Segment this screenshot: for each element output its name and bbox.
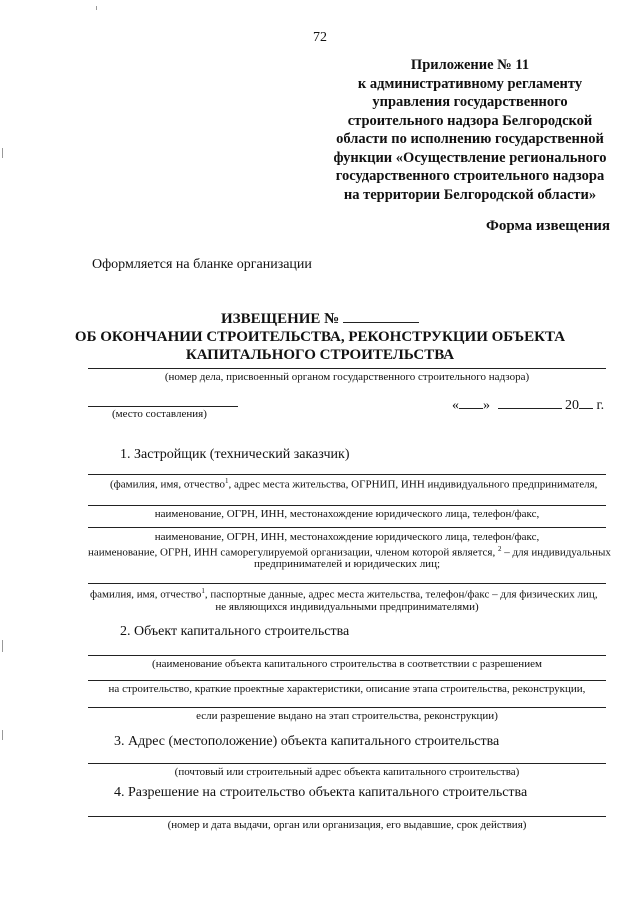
appendix-line: государственного строительного надзора (335, 168, 605, 184)
object-caption-2: на строительство, краткие проектные характеристики, описание этапа строительства, реконструкции, (108, 683, 586, 695)
developer-caption-2: наименование, ОГРН, ИНН, местонахождение юридического лица, телефон/факс, (154, 508, 540, 520)
date-close-quote: » (483, 398, 490, 413)
case-number-field[interactable] (88, 368, 606, 369)
heading-line-1 (0, 308, 640, 328)
blank-note: Оформляется на бланке организации (92, 257, 312, 272)
form-title: Форма извещения (485, 218, 610, 234)
appendix-block (330, 56, 610, 204)
section-3-title: 3. Адрес (местоположение) объекта капитального строительства (114, 734, 500, 749)
date-open-quote: « (452, 398, 459, 413)
object-caption-1: (наименование объекта капитального строительства в соответствии с разрешением (152, 658, 542, 670)
appendix-line: к административному регламенту (357, 75, 583, 92)
appendix-line: на территории Белгородской области» (343, 186, 597, 203)
developer-caption-4b: не являющихся индивидуальными предпринимателями) (215, 601, 479, 613)
margin-mark (2, 730, 3, 740)
day-field[interactable] (459, 396, 483, 409)
permit-field[interactable] (88, 816, 606, 817)
case-number-caption: (номер дела, присвоенный органом государственного строительного надзора) (164, 371, 530, 383)
permit-caption: (номер и дата выдачи, орган или организация, его выдавшие, срок действия) (167, 819, 527, 831)
section-1-title: 1. Застройщик (технический заказчик) (120, 447, 350, 462)
heading-line-2: ОБ ОКОНЧАНИИ СТРОИТЕЛЬСТВА, РЕКОНСТРУКЦИИ ОБЪЕКТА (74, 329, 566, 345)
date-field (452, 396, 604, 414)
appendix-line: функции «Осуществление регионального (333, 149, 607, 166)
developer-caption-3b: наименование, ОГРН, ИНН саморегулируемой организации, членом которой является, $^2$ – для индивидуальных (88, 545, 611, 559)
object-field-2[interactable] (88, 680, 606, 681)
place-field[interactable] (88, 406, 238, 407)
month-field[interactable] (498, 396, 562, 409)
developer-field-3[interactable] (88, 527, 606, 528)
appendix-line: строительного надзора Белгородской (347, 112, 593, 129)
margin-mark (96, 6, 97, 10)
margin-mark (2, 148, 3, 158)
place-caption: (место составления) (112, 408, 207, 420)
margin-mark (2, 640, 3, 652)
section-2-title: 2. Объект капитального строительства (120, 624, 350, 639)
appendix-line: области по исполнению государственной (336, 131, 604, 147)
year-suffix: г. (596, 398, 605, 413)
developer-field-1[interactable] (88, 474, 606, 475)
developer-caption-3a: наименование, ОГРН, ИНН, местонахождение юридического лица, телефон/факс, (154, 531, 540, 543)
appendix-line: управления государственного (372, 94, 568, 110)
year-field[interactable] (579, 396, 593, 409)
object-field-1[interactable] (88, 655, 606, 656)
heading-line-3: КАПИТАЛЬНОГО СТРОИТЕЛЬСТВА (185, 347, 455, 363)
developer-caption-3c: предпринимателей и юридических лиц; (253, 558, 441, 570)
notice-number-field[interactable] (343, 308, 419, 323)
object-caption-3: если разрешение выдано на этап строительства, реконструкции) (196, 710, 498, 722)
heading-number-label: ИЗВЕЩЕНИЕ № (221, 311, 340, 327)
appendix-line: Приложение № 11 (410, 57, 530, 73)
notice-heading (0, 308, 640, 364)
developer-caption-4a: фамилия, имя, отчество$^1$, паспортные данные, адрес места жительства, телефон/факс – для физических лиц, (90, 587, 598, 601)
address-field[interactable] (88, 763, 606, 764)
developer-field-2[interactable] (88, 505, 606, 506)
developer-caption-1: (фамилия, имя, отчество$^1$, адрес места жительства, ОГРНИП, ИНН индивидуального предпринимателя, (110, 477, 598, 491)
section-4-title: 4. Разрешение на строительство объекта капитального строительства (114, 785, 528, 800)
developer-field-4[interactable] (88, 583, 606, 584)
year-prefix: 20 (565, 398, 579, 413)
object-field-3[interactable] (88, 707, 606, 708)
address-caption: (почтовый или строительный адрес объекта капитального строительства) (174, 766, 520, 778)
page-number: 72 (313, 30, 327, 45)
